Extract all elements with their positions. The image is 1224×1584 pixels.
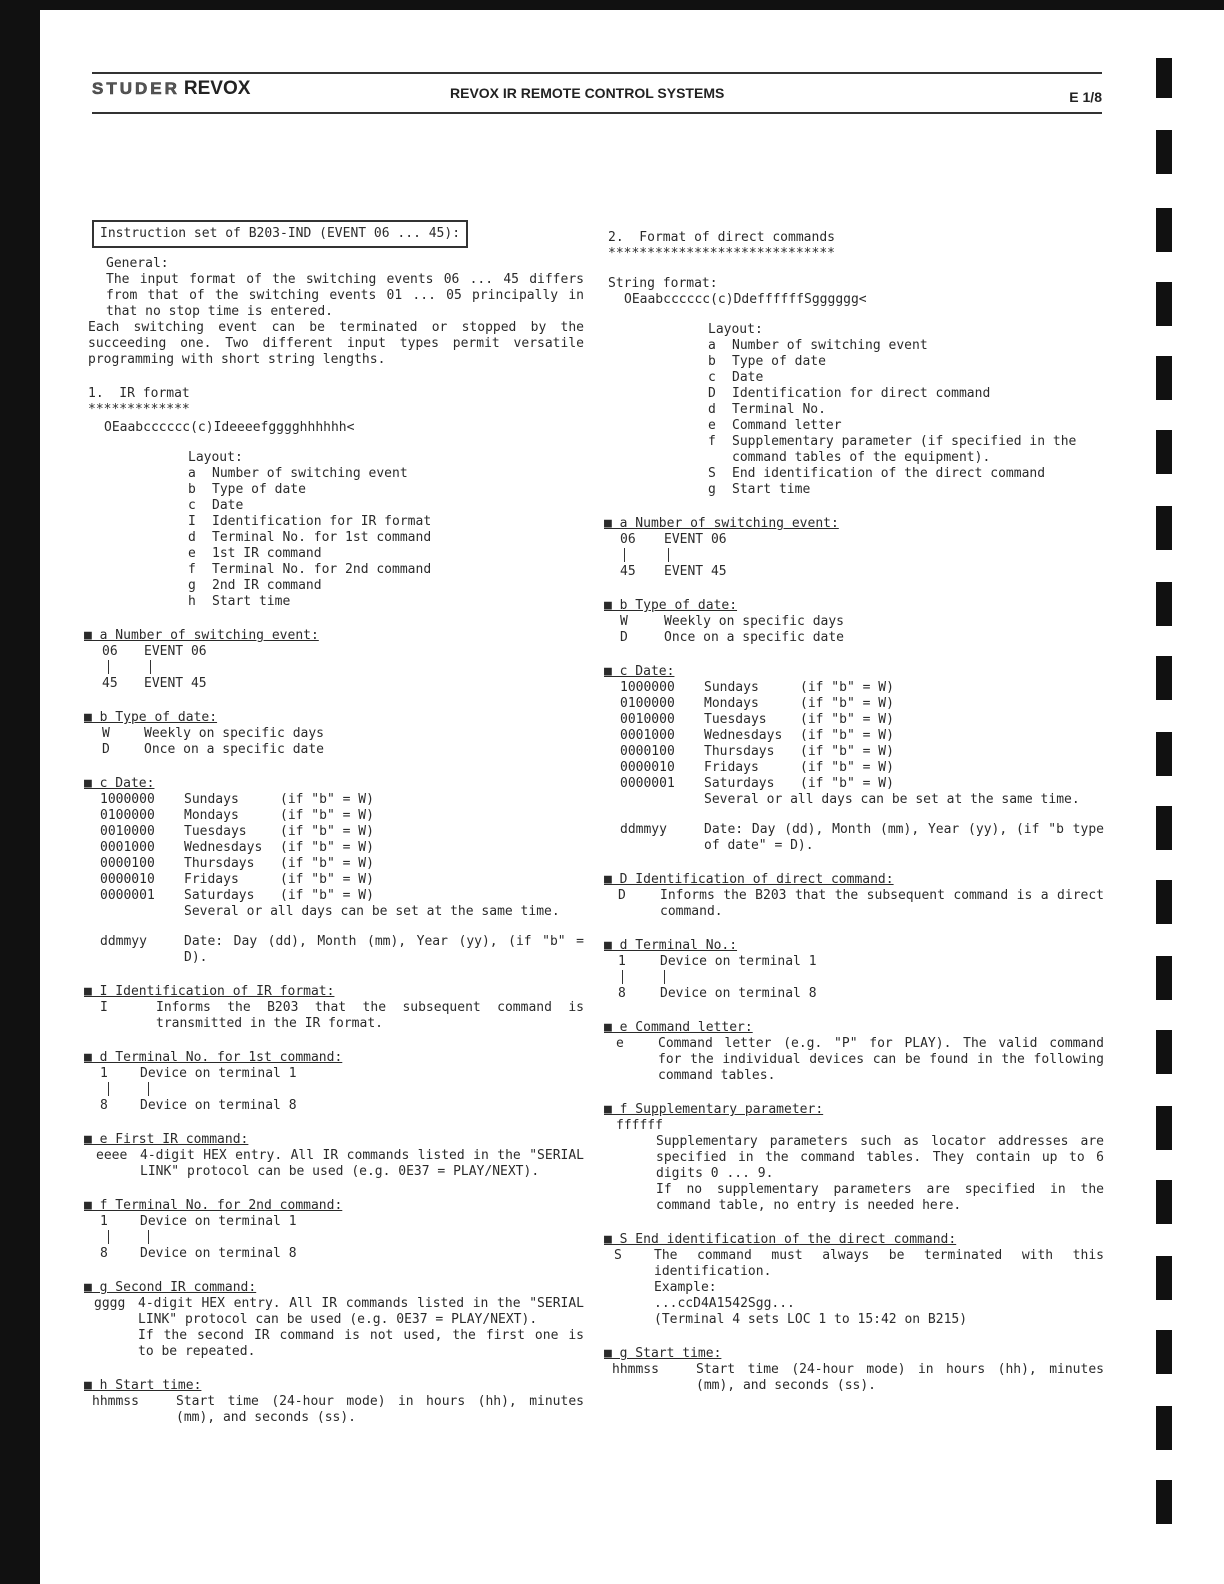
- table-row: 0010000 Tuesdays (if "b" = W): [100, 824, 374, 839]
- layout-item: h Start time: [188, 594, 291, 609]
- definition-row: e Command letter (e.g. "P" for PLAY). The valid command for the individual devices can be found in the following command tables.: [616, 1036, 1104, 1083]
- range-row: 8 Device on terminal 8: [100, 1098, 297, 1113]
- general-text: The input format of the switching events 06 ... 45 differs from that of the switching events 01 ... 05 principally in that no stop time is entered.: [106, 272, 592, 319]
- section-title: 1. IR format: [88, 386, 190, 401]
- param-key: ffffff: [616, 1118, 663, 1133]
- range-row: 06 EVENT 06: [102, 644, 207, 659]
- layout-item: a Number of switching event: [188, 466, 408, 481]
- subsection-heading: ■ a Number of switching event:: [84, 628, 319, 643]
- logo-studer: STUDER: [92, 79, 180, 98]
- subsection-heading: ■ c Date:: [84, 776, 155, 791]
- margin-mark: [1156, 130, 1172, 174]
- definition-note: If no supplementary parameters are specified in the command table, no entry is needed here.: [656, 1182, 1112, 1213]
- subsection-heading: ■ c Date:: [604, 664, 675, 679]
- definition-row: I Informs the B203 that the subsequent command is transmitted in the IR format.: [100, 1000, 584, 1031]
- table-row: 0100000 Mondays (if "b" = W): [620, 696, 894, 711]
- date-note: Several or all days can be set at the same time.: [184, 904, 560, 919]
- subsection-heading: ■ g Start time:: [604, 1346, 722, 1361]
- range-row: 8 Device on terminal 8: [618, 986, 817, 1001]
- definition-row: gggg 4-digit HEX entry. All IR commands listed in the "SERIAL LINK" protocol can be used (e.g. 0E37 = PLAY/NEXT).: [94, 1296, 584, 1327]
- subsection-heading: ■ f Supplementary parameter:: [604, 1102, 824, 1117]
- layout-item: d Terminal No. for 1st command: [188, 530, 432, 545]
- table-row: 0000001 Saturdays (if "b" = W): [620, 776, 894, 791]
- layout-list: [604, 322, 1104, 498]
- range-connector: [604, 548, 1104, 564]
- margin-mark: [1156, 1480, 1172, 1524]
- subsection-heading: ■ I Identification of IR format:: [84, 984, 335, 999]
- example-label: Example:: [654, 1280, 717, 1295]
- subsection-heading: ■ b Type of date:: [84, 710, 218, 725]
- logo-revox: REVOX: [183, 78, 251, 99]
- scan-edge-top: [0, 0, 1224, 10]
- section-underline: *************: [88, 402, 190, 417]
- page-number: E 1/8: [1069, 89, 1102, 105]
- table-row: 0000001 Saturdays (if "b" = W): [100, 888, 374, 903]
- margin-mark: [1156, 880, 1172, 924]
- layout-label: Layout:: [188, 450, 243, 465]
- general-label: General:: [106, 256, 169, 271]
- margin-mark: [1156, 1330, 1172, 1374]
- table-row: 0000010 Fridays (if "b" = W): [100, 872, 374, 887]
- page-header: [92, 72, 1102, 116]
- layout-item: D Identification for direct command: [708, 386, 991, 401]
- layout-item: d Terminal No.: [708, 402, 826, 417]
- subsection-heading: ■ e Command letter:: [604, 1020, 753, 1035]
- margin-mark: [1156, 806, 1172, 850]
- header-title: REVOX IR REMOTE CONTROL SYSTEMS: [450, 85, 725, 101]
- date-table: [84, 792, 584, 966]
- definition-row: D Informs the B203 that the subsequent command is a direct command.: [618, 888, 1104, 919]
- instruction-set-title: Instruction set of B203-IND (EVENT 06 ... 45):: [92, 220, 468, 248]
- margin-mark: [1156, 430, 1172, 474]
- definition-row: hhmmss Start time (24-hour mode) in hours (hh), minutes (mm), and seconds (ss).: [92, 1394, 584, 1425]
- list-item: D Once on a specific date: [620, 630, 845, 645]
- header-rule: [92, 112, 1102, 114]
- margin-mark: [1156, 656, 1172, 700]
- layout-item: S End identification of the direct command: [708, 466, 1046, 481]
- margin-mark: [1156, 356, 1172, 400]
- range-row: 1 Device on terminal 1: [100, 1214, 297, 1229]
- layout-list: [84, 450, 584, 610]
- subsection-heading: ■ d Terminal No.:: [604, 938, 738, 953]
- subsection-heading: ■ g Second IR command:: [84, 1280, 257, 1295]
- subsection-heading: ■ h Start time:: [84, 1378, 202, 1393]
- layout-item: e 1st IR command: [188, 546, 322, 561]
- definition-text: Supplementary parameters such as locator addresses are specified in the command tables. They contain up to 6 digits 0 ... 9.: [656, 1134, 1112, 1181]
- subsection-heading: ■ D Identification of direct command:: [604, 872, 894, 887]
- layout-item: c Date: [708, 370, 764, 385]
- table-row: 1000000 Sundays (if "b" = W): [100, 792, 374, 807]
- section-title: 2. Format of direct commands: [608, 230, 835, 245]
- table-row: 0000100 Thursdays (if "b" = W): [100, 856, 374, 871]
- margin-mark: [1156, 1106, 1172, 1150]
- layout-item: f Supplementary parameter (if specified in the command tables of the equipment).: [708, 434, 1077, 465]
- range-connector: [84, 1082, 584, 1098]
- example-string: ...ccD4A1542Sgg...: [654, 1296, 795, 1311]
- table-row: 0001000 Wednesdays (if "b" = W): [100, 840, 374, 855]
- layout-item: g Start time: [708, 482, 811, 497]
- margin-mark: [1156, 506, 1172, 550]
- range-connector: [604, 970, 1104, 986]
- layout-label: Layout:: [708, 322, 763, 337]
- definition-row: eeee 4-digit HEX entry. All IR commands listed in the "SERIAL LINK" protocol can be used (e.g. 0E37 = PLAY/NEXT).: [96, 1148, 584, 1179]
- layout-item: f Terminal No. for 2nd command: [188, 562, 432, 577]
- right-column: [604, 230, 1112, 1394]
- margin-mark: [1156, 732, 1172, 776]
- table-row: 0000100 Thursdays (if "b" = W): [620, 744, 894, 759]
- list-item: W Weekly on specific days: [102, 726, 325, 741]
- subsection-heading: ■ b Type of date:: [604, 598, 738, 613]
- date-note: Several or all days can be set at the same time.: [704, 792, 1080, 807]
- margin-mark: [1156, 282, 1172, 326]
- general-text-2: Each switching event can be terminated or stopped by the succeeding one. Two different input types permit versatile programming with short string lengths.: [88, 320, 592, 367]
- range-row: 45 EVENT 45: [102, 676, 207, 691]
- range-row: 45 EVENT 45: [620, 564, 727, 579]
- margin-mark: [1156, 58, 1172, 98]
- definition-row: S The command must always be terminated with this identification.: [614, 1248, 1104, 1279]
- example-note: (Terminal 4 sets LOC 1 to 15:42 on B215): [654, 1312, 968, 1327]
- layout-item: e Command letter: [708, 418, 842, 433]
- range-row: 06 EVENT 06: [620, 532, 727, 547]
- margin-mark: [1156, 1256, 1172, 1300]
- subsection-heading: ■ e First IR command:: [84, 1132, 249, 1147]
- margin-mark: [1156, 956, 1172, 1000]
- margin-mark: [1156, 582, 1172, 626]
- subsection-heading: ■ d Terminal No. for 1st command:: [84, 1050, 343, 1065]
- table-row: 0001000 Wednesdays (if "b" = W): [620, 728, 894, 743]
- range-row: 1 Device on terminal 1: [618, 954, 817, 969]
- table-row: 0100000 Mondays (if "b" = W): [100, 808, 374, 823]
- list-item: W Weekly on specific days: [620, 614, 845, 629]
- ir-format-string: OEaabcccccc(c)Ideeeefgggghhhhhh<: [104, 420, 355, 435]
- margin-mark: [1156, 208, 1172, 252]
- date-format-row: ddmmyy Date: Day (dd), Month (mm), Year (yy), (if "b" = D).: [100, 934, 584, 965]
- layout-item: b Type of date: [708, 354, 826, 369]
- definition-row: hhmmss Start time (24-hour mode) in hours (hh), minutes (mm), and seconds (ss).: [612, 1362, 1104, 1393]
- subsection-heading: ■ a Number of switching event:: [604, 516, 839, 531]
- margin-mark: [1156, 1030, 1172, 1074]
- layout-item: b Type of date: [188, 482, 306, 497]
- range-row: 1 Device on terminal 1: [100, 1066, 297, 1081]
- table-row: 0000010 Fridays (if "b" = W): [620, 760, 894, 775]
- layout-item: g 2nd IR command: [188, 578, 322, 593]
- layout-item: I Identification for IR format: [188, 514, 432, 529]
- header-rule: [92, 72, 1102, 74]
- left-column: [84, 220, 592, 1426]
- margin-mark: [1156, 1406, 1172, 1450]
- margin-mark: [1156, 1180, 1172, 1224]
- range-connector: [84, 1230, 584, 1246]
- direct-format-string: OEaabcccccc(c)DdeffffffSgggggg<: [624, 292, 867, 307]
- table-row: 0010000 Tuesdays (if "b" = W): [620, 712, 894, 727]
- range-connector: [84, 660, 584, 676]
- section-underline: *****************************: [608, 246, 835, 261]
- range-row: 8 Device on terminal 8: [100, 1246, 297, 1261]
- scan-edge-left: [0, 0, 40, 1584]
- layout-item: a Number of switching event: [708, 338, 928, 353]
- subsection-heading: ■ S End identification of the direct command:: [604, 1232, 957, 1247]
- date-format-row: ddmmyy Date: Day (dd), Month (mm), Year (yy), (if "b type of date" = D).: [620, 822, 1104, 853]
- brand-logo: [92, 78, 250, 100]
- table-row: 1000000 Sundays (if "b" = W): [620, 680, 894, 695]
- definition-note: If the second IR command is not used, the first one is to be repeated.: [138, 1328, 592, 1359]
- list-item: D Once on a specific date: [102, 742, 325, 757]
- date-table: [604, 680, 1104, 854]
- string-format-label: String format:: [608, 276, 718, 291]
- subsection-heading: ■ f Terminal No. for 2nd command:: [84, 1198, 343, 1213]
- layout-item: c Date: [188, 498, 244, 513]
